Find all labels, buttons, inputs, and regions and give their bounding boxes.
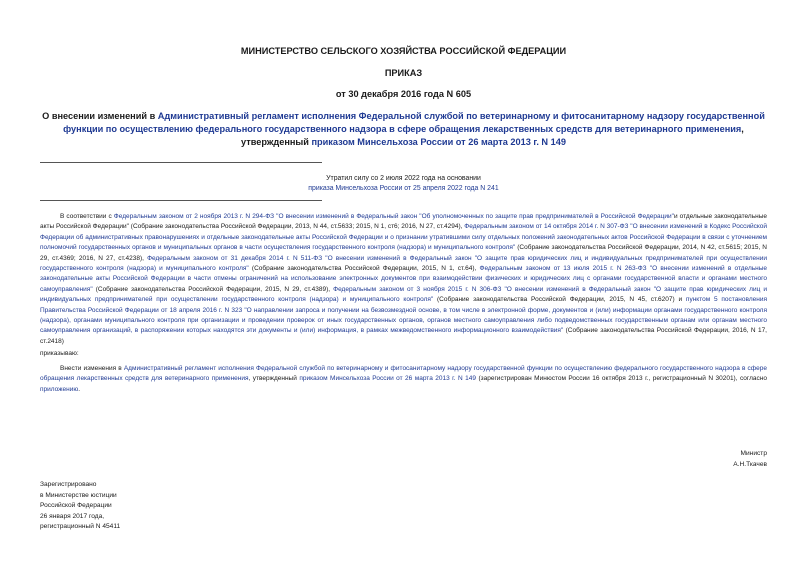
order-text: Внести изменения в	[60, 365, 124, 372]
revocation-note-text: Утратил силу со 2 июля 2022 года на основании	[326, 175, 481, 182]
doc-date-number: от 30 декабря 2016 года N 605	[335, 89, 472, 99]
preamble-link[interactable]: Федеральным законом от 3 ноября 2015 г. N 306-ФЗ "О внесении изменений в Федеральный закон "О защите прав юридических лиц и индивидуальных предпринимателей при осуществлении государственного контроля (надзора) и муниципального контроля"	[40, 285, 768, 304]
order-text: .	[78, 385, 81, 393]
signature-block	[733, 449, 767, 470]
registration-line: Зарегистрировано	[40, 481, 97, 488]
doc-title-prefix: О внесении изменений в	[42, 111, 158, 121]
preamble-link[interactable]: Федеральным законом от 13 июля 2015 г. N 263-ФЗ "О внесении изменений в отдельные законодательные акты Российской Федерации в части отмены ограничений на использование электронных документов при взаимодействии физических и юридических лиц с органами государственной власти и органами местного самоуправления"	[40, 265, 768, 293]
registration-line: в Министерстве юстиции	[40, 491, 117, 499]
order-link[interactable]: приложению	[40, 385, 79, 393]
order-text: (зарегистрирован Минюстом России 16 октября 2013 г., регистрационный N 30201), согласно	[476, 375, 768, 383]
regulation-link[interactable]: Административный регламент исполнения Федеральной службой по ветеринарному и фитосанитарному надзору государственной функции по осуществлению федерального государственного надзора в сфере обращения лекарственных средств для ветеринарного применения	[63, 111, 765, 134]
preamble-text: (Собрание законодательства Российской Федерации, 2014, N 42, ст.5615; 2015, N 29, ст.4369; 2016, N 27, ст.4238),	[40, 244, 767, 262]
preamble-link[interactable]: Федеральным законом от 14 октября 2014 г. N 307-ФЗ "О внесении изменений в Кодекс Российской Федерации об административных правонарушениях и отдельные законодательные акты Российской Федерации и о признании утратившими силу отдельных положений законодательных актов Российской Федерации в связи с уточнением полномочий государственных органов и муниципальных органов в части осуществления государственного контроля (надзора) и муниципального контроля"	[40, 223, 767, 252]
signatory-name: А.Н.Ткачев	[733, 460, 767, 468]
order-149-link[interactable]: приказом Минсельхоза России от 26 марта 2013 г. N 149	[311, 137, 566, 147]
ministry-name: МИНИСТЕРСТВО СЕЛЬСКОГО ХОЗЯЙСТВА РОССИЙСКОЙ ФЕДЕРАЦИИ	[240, 46, 567, 56]
preamble-text: и отдельные законодательные акты Российской Федерации" (Собрание законодательства Российской Федерации, 2013, N 44, ст.5633; 2015, N 1, ст6; 2016, N 27, ст.4294),	[40, 213, 767, 231]
revocation-order-link[interactable]: приказа Минсельхоза России от 25 апреля 2022 года N 241	[308, 184, 499, 192]
registration-line: 26 января 2017 года,	[40, 512, 105, 520]
doc-type: ПРИКАЗ	[384, 68, 423, 78]
divider-top	[40, 162, 322, 163]
revocation-note	[40, 174, 767, 193]
registration-line: регистрационный N 45411	[40, 523, 121, 530]
order-paragraph	[40, 364, 767, 395]
registration-line: Российской Федерации	[40, 502, 112, 509]
doc-title-mid: , утвержденный	[241, 124, 744, 147]
doc-title	[40, 110, 767, 149]
preamble-link[interactable]: Федеральным законом от 31 декабря 2014 г. N 511-ФЗ "О внесении изменений в Федеральный закон "О защите прав юридических лиц и индивидуальных предпринимателей при осуществлении государственного контроля (надзора) и муниципального контроля"	[40, 254, 767, 273]
preamble-paragraph	[40, 212, 767, 347]
preamble-text: (Собрание законодательства Российской Федерации, 2016, N 17, ст.2418)	[40, 327, 767, 345]
order-word: приказываю:	[40, 350, 79, 357]
preamble-text: (Собрание законодательства Российской Федерации, 2015, N 29, ст.4389),	[92, 285, 334, 293]
preamble-text: (Собрание законодательства Российской Федерации, 2015, N 1, ст.64),	[248, 265, 480, 273]
order-link[interactable]: приказом Минсельхоза России от 26 марта 2013 г. N 149	[299, 375, 476, 383]
registration-block	[40, 480, 120, 533]
signatory-position: Министр	[740, 450, 767, 457]
preamble-link[interactable]: Федеральным законом от 2 ноября 2013 г. N 294-ФЗ "О внесении изменений в Федеральный закон "Об уполномоченных по защите прав предпринимателей в Российской Федерации"	[113, 213, 674, 220]
order-link[interactable]: Административный регламент исполнения Федеральной службой по ветеринарному и фитосанитарному надзору государственной функции по осуществлению федерального государственного надзора в сфере обращения лекарственных средств для ветеринарного применения	[40, 365, 767, 383]
preamble-text: (Собрание законодательства Российской Федерации, 2015, N 45, ст.6207) и	[433, 296, 686, 304]
divider-bottom	[40, 200, 322, 201]
preamble-link[interactable]: пунктом 5 постановления Правительства Российской Федерации от 18 апреля 2016 г. N 323 "О направлении запроса и получении на безвозмездной основе, в том числе в электронной форме, документов и (или) информации органами государственного контроля (надзора), органами муниципального контроля при организации и проведении проверок от иных государственных органов, органов местного самоуправления либо подведомственных государственным органам или органам местного самоуправления организаций, в распоряжении которых находятся эти документы и (или) информация, в рамках межведомственного информационного взаимодействия"	[40, 296, 767, 335]
preamble-text: В соответствии с	[60, 213, 114, 220]
order-text: , утвержденный	[248, 375, 300, 383]
